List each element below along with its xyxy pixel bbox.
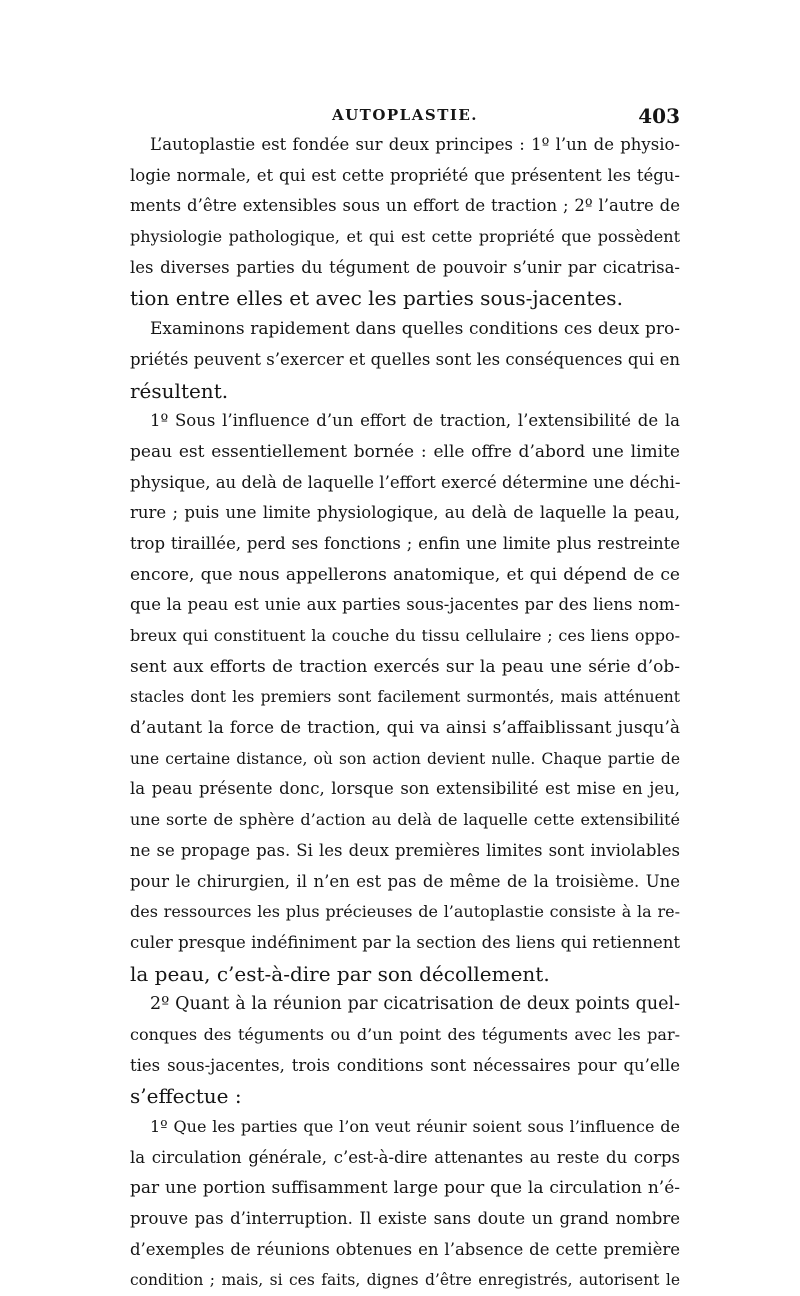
page-header: [130, 104, 680, 128]
text-line: culer presque indéfiniment par la section des liens qui retiennent: [130, 932, 680, 952]
text-line: peau est essentiellement bornée : elle offre d’abord une limite: [130, 441, 680, 462]
text-line: pour le chirurgien, il n’en est pas de même de la troisième. Une: [130, 871, 680, 891]
text-line: L’autoplastie est fondée sur deux principes : 1º l’un de physio-: [150, 135, 680, 154]
paragraph: [130, 314, 680, 406]
text-line: 2º Quant à la réunion par cicatrisation de deux points quel-: [150, 994, 680, 1015]
text-line: d’exemples de réunions obtenues en l’absence de cette première: [130, 1239, 680, 1259]
text-line: la circulation générale, c’est-à-dire attenantes au reste du corps: [130, 1147, 680, 1167]
paragraph: [130, 406, 680, 989]
text-line: physique, au delà de laquelle l’effort exercé détermine une déchi-: [130, 472, 681, 492]
text-line: la peau, c’est-à-dire par son décollement.: [130, 961, 550, 986]
text-line: physiologie pathologique, et qui est cette propriété que possèdent: [130, 227, 680, 247]
paragraph: [130, 1112, 680, 1296]
paragraph: [130, 130, 680, 314]
text-line: ments d’être extensibles sous un effort de traction ; 2º l’autre de: [130, 196, 680, 216]
paragraph: [130, 989, 680, 1112]
text-line: condition ; mais, si ces faits, dignes d’être enregistrés, autorisent le: [130, 1271, 680, 1290]
running-title: AUTOPLASTIE.: [331, 106, 479, 124]
text-line: ties sous-jacentes, trois conditions sont nécessaires pour qu’elle: [130, 1055, 680, 1075]
text-line: sent aux efforts de traction exercés sur la peau une série d’ob-: [130, 656, 680, 677]
text-line: breux qui constituent la couche du tissu cellulaire ; ces liens oppo-: [130, 626, 680, 645]
text-line: logie normale, et qui est cette propriété que présentent les tégu-: [130, 165, 680, 185]
text-line: trop tiraillée, perd ses fonctions ; enfin une limite plus restreinte: [130, 533, 680, 553]
text-line: priétés peuvent s’exercer et quelles sont les conséquences qui en: [130, 349, 680, 369]
text-line: prouve pas d’interruption. Il existe sans doute un grand nombre: [130, 1209, 680, 1229]
text-line: par une portion suffisamment large pour que la circulation n’é-: [130, 1178, 680, 1199]
text-line: tion entre elles et avec les parties sous-jacentes.: [130, 286, 623, 311]
text-line: rure ; puis une limite physiologique, au delà de laquelle la peau,: [130, 503, 680, 523]
text-line: ne se propage pas. Si les deux premières limites sont inviolables: [130, 840, 680, 860]
body-text: [130, 130, 680, 1296]
text-line: que la peau est unie aux parties sous-jacentes par des liens nom-: [130, 595, 680, 615]
text-line: 1º Sous l’influence d’un effort de traction, l’extensibilité de la: [150, 411, 680, 431]
text-line: d’autant la force de traction, qui va ainsi s’affaiblissant jusqu’à: [130, 718, 680, 739]
text-line: 1º Que les parties que l’on veut réunir soient sous l’influence de: [150, 1117, 680, 1136]
page-number: 403: [638, 104, 680, 128]
text-line: les diverses parties du tégument de pouvoir s’unir par cicatrisa-: [130, 257, 680, 277]
text-line: conques des téguments ou d’un point des téguments avec les par-: [130, 1024, 680, 1044]
text-line: la peau présente donc, lorsque son extensibilité est mise en jeu,: [130, 779, 680, 799]
text-line: Examinons rapidement dans quelles conditions ces deux pro-: [150, 319, 680, 340]
text-line: des ressources les plus précieuses de l’autoplastie consiste à la re-: [130, 902, 680, 922]
text-line: encore, que nous appellerons anatomique, et qui dépend de ce: [130, 564, 680, 585]
text-line: résultent.: [130, 378, 229, 403]
text-line: une certaine distance, où son action devient nulle. Chaque partie de: [130, 749, 680, 768]
text-line: une sorte de sphère d’action au delà de laquelle cette extensibilité: [130, 810, 680, 830]
text-line: stacles dont les premiers sont facilement surmontés, mais atténuent: [130, 688, 680, 707]
text-line: s’effectue :: [130, 1084, 242, 1109]
